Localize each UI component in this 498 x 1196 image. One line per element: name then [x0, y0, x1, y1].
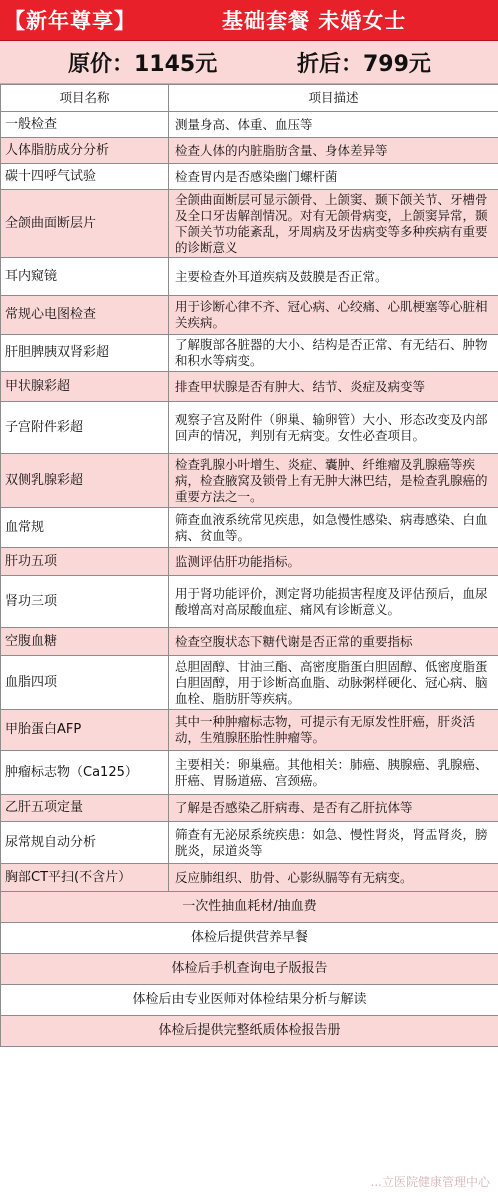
- items-table: [0, 84, 498, 1047]
- service-item: 一次性抽血耗材/抽血费: [1, 892, 498, 923]
- table-row: [1, 710, 498, 751]
- table-row: [1, 822, 498, 864]
- item-description: 检查人体的内脏脂肪含量、身体差异等: [169, 138, 498, 164]
- item-name: 乙肝五项定量: [1, 795, 169, 822]
- table-row: [1, 656, 498, 710]
- header-item-desc: 项目描述: [169, 85, 498, 112]
- item-name: 肝胆脾胰双肾彩超: [1, 335, 169, 372]
- item-description: 其中一种肿瘤标志物，可提示有无原发性肝癌，肝炎活动，生殖腺胚胎性肿瘤等。: [169, 710, 498, 751]
- item-description: 测量身高、体重、血压等: [169, 112, 498, 138]
- original-price: 原价：1145元: [68, 51, 218, 77]
- service-row: [1, 923, 498, 954]
- table-row: [1, 454, 498, 508]
- service-row: [1, 954, 498, 985]
- item-description: 主要相关：卵巢癌。其他相关：肺癌、胰腺癌、乳腺癌、肝癌、胃肠道癌、宫颈癌。: [169, 751, 498, 795]
- item-name: 空腹血糖: [1, 628, 169, 656]
- item-name: 尿常规自动分析: [1, 822, 169, 864]
- item-name: 甲胎蛋白AFP: [1, 710, 169, 751]
- table-row: [1, 402, 498, 454]
- table-row: [1, 372, 498, 402]
- item-description: 观察子宫及附件（卵巢、输卵管）大小、形态改变及内部回声的情况，判别有无病变。女性必查项目。: [169, 402, 498, 454]
- watermark-text: ...立医院健康管理中心: [370, 1175, 490, 1189]
- item-description: 检查空腹状态下糖代谢是否正常的重要指标: [169, 628, 498, 656]
- item-name: 双侧乳腺彩超: [1, 454, 169, 508]
- table-row: [1, 190, 498, 258]
- table-row: [1, 164, 498, 190]
- item-description: 全颌曲面断层可显示颌骨、上颌窦、颞下颌关节、牙槽骨及全口牙齿解剖情况。对有无颌骨病变，上颌窦异常，颞下颌关节功能紊乱，牙周病及牙齿病变等多种疾病有重要的诊断意义: [169, 190, 498, 258]
- table-row: [1, 795, 498, 822]
- item-name: 一般检查: [1, 112, 169, 138]
- item-description: 筛查血液系统常见疾患，如急慢性感染、病毒感染、白血病、贫血等。: [169, 508, 498, 548]
- item-description: 筛查有无泌尿系统疾患：如急、慢性肾炎，肾盂肾炎，膀胱炎，尿道炎等: [169, 822, 498, 864]
- item-description: 反应肺组织、肋骨、心影纵膈等有无病变。: [169, 864, 498, 892]
- item-name: 甲状腺彩超: [1, 372, 169, 402]
- service-item: 体检后提供完整纸质体检报告册: [1, 1016, 498, 1047]
- table-row: [1, 335, 498, 372]
- item-name: 子宫附件彩超: [1, 402, 169, 454]
- price-bar: [0, 41, 498, 84]
- table-row: [1, 548, 498, 576]
- item-description: 用于肾功能评价，测定肾功能损害程度及评估预后，血尿酸增高对高尿酸血症、痛风有诊断意义。: [169, 576, 498, 628]
- item-description: 了解腹部各脏器的大小、结构是否正常、有无结石、肿物和积水等病变。: [169, 335, 498, 372]
- item-name: 全颌曲面断层片: [1, 190, 169, 258]
- promo-label: 【新年尊享】: [4, 9, 136, 33]
- item-name: 肾功三项: [1, 576, 169, 628]
- table-row: [1, 751, 498, 795]
- package-title: 基础套餐 未婚女士: [222, 9, 407, 33]
- item-description: 检查乳腺小叶增生、炎症、囊肿、纤维瘤及乳腺癌等疾病，检查腋窝及锁骨上有无肿大淋巴结，是检查乳腺癌的重要方法之一。: [169, 454, 498, 508]
- item-name: 血脂四项: [1, 656, 169, 710]
- item-description: 主要检查外耳道疾病及鼓膜是否正常。: [169, 258, 498, 296]
- service-item: 体检后提供营养早餐: [1, 923, 498, 954]
- table-header-row: [1, 85, 498, 112]
- table-row: [1, 112, 498, 138]
- item-description: 监测评估肝功能指标。: [169, 548, 498, 576]
- table-row: [1, 864, 498, 892]
- table-row: [1, 296, 498, 335]
- table-row: [1, 258, 498, 296]
- item-name: 碳十四呼气试验: [1, 164, 169, 190]
- item-description: 了解是否感染乙肝病毒、是否有乙肝抗体等: [169, 795, 498, 822]
- header-item-name: 项目名称: [1, 85, 169, 112]
- table-row: [1, 138, 498, 164]
- item-name: 肝功五项: [1, 548, 169, 576]
- table-row: [1, 628, 498, 656]
- service-row: [1, 985, 498, 1016]
- service-row: [1, 892, 498, 923]
- service-row: [1, 1016, 498, 1047]
- item-description: 检查胃内是否感染幽门螺杆菌: [169, 164, 498, 190]
- item-name: 血常规: [1, 508, 169, 548]
- item-name: 耳内窥镜: [1, 258, 169, 296]
- item-description: 用于诊断心律不齐、冠心病、心绞痛、心肌梗塞等心脏相关疾病。: [169, 296, 498, 335]
- item-description: 总胆固醇、甘油三酯、高密度脂蛋白胆固醇、低密度脂蛋白胆固醇，用于诊断高血脂、动脉粥样硬化、冠心病、脑血栓、脂肪肝等疾病。: [169, 656, 498, 710]
- item-description: 排查甲状腺是否有肿大、结节、炎症及病变等: [169, 372, 498, 402]
- item-name: 常规心电图检查: [1, 296, 169, 335]
- service-item: 体检后手机查询电子版报告: [1, 954, 498, 985]
- table-row: [1, 508, 498, 548]
- discount-price: 折后：799元: [297, 51, 431, 77]
- table-row: [1, 576, 498, 628]
- package-banner: [0, 0, 498, 41]
- service-item: 体检后由专业医师对体检结果分析与解读: [1, 985, 498, 1016]
- item-name: 胸部CT平扫(不含片）: [1, 864, 169, 892]
- item-name: 人体脂肪成分分析: [1, 138, 169, 164]
- item-name: 肿瘤标志物（Ca125）: [1, 751, 169, 795]
